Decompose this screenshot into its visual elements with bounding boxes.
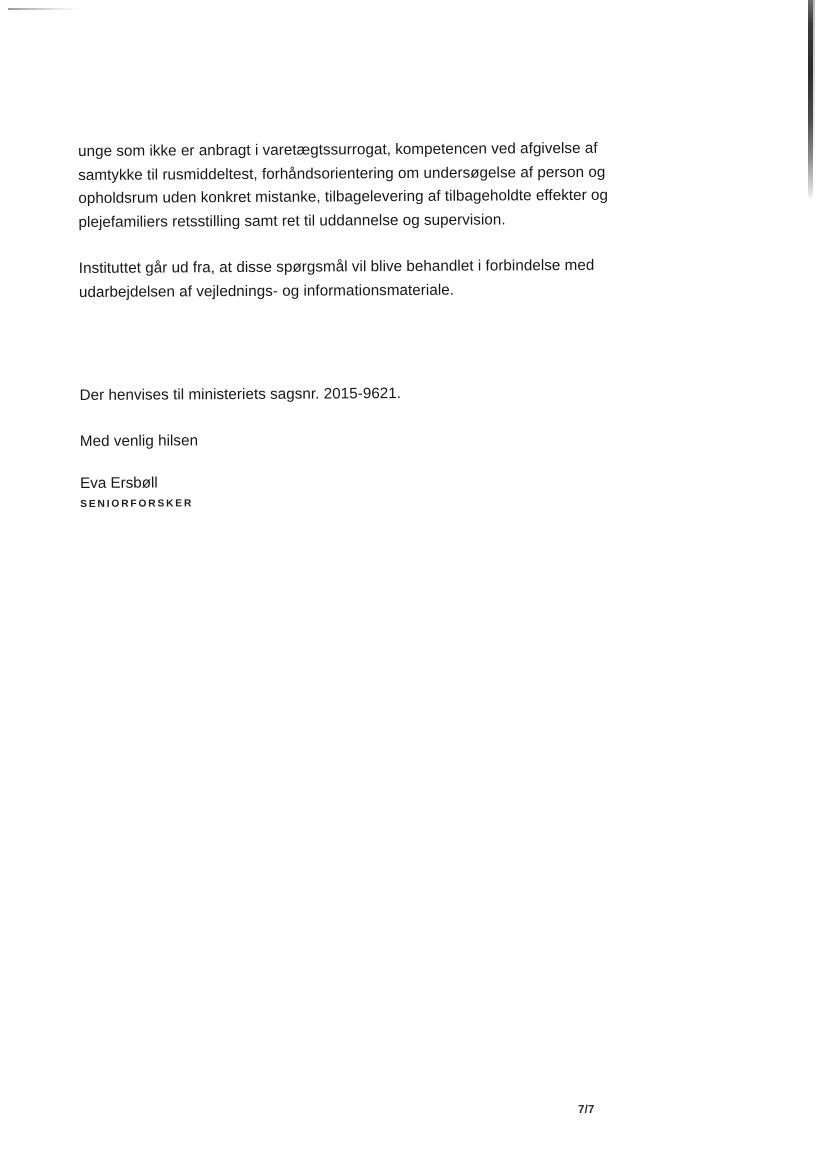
- paragraph-expectation: Instituttet går ud fra, at disse spørgsmål vil blive behandlet i forbindelse med udarbejdelsen af vejlednings- og informationsmateriale.: [78, 256, 595, 301]
- page-number: 7/7: [577, 1103, 595, 1117]
- scan-artifact-top-line: [8, 8, 80, 10]
- scan-artifact-right-edge: [808, 0, 813, 198]
- paragraph-spacer: [79, 231, 639, 257]
- closing-salutation: Med venlig hilsen: [79, 431, 199, 450]
- signatory-title: SENIORFORSKER: [80, 498, 194, 510]
- document-body: [78, 137, 640, 510]
- paragraph-continuation: unge som ikke er anbragt i varetægtssurrogat, kompetencen ved afgivelse af samtykke til rusmiddeltest, forhåndsorientering om undersøgelse af person og opholdsrum uden konkret mistanke, tilbagelevering af tilbageholdte effekter og plejefamiliers retsstilling samt ret til uddannelse og supervision.: [78, 139, 609, 231]
- signatory-name: Eva Ersbøll: [80, 474, 158, 492]
- paragraph-case-reference: Der henvises til ministeriets sagsnr. 2015-9621.: [79, 385, 402, 404]
- section-spacer: [79, 301, 639, 384]
- signature-block: [80, 470, 640, 510]
